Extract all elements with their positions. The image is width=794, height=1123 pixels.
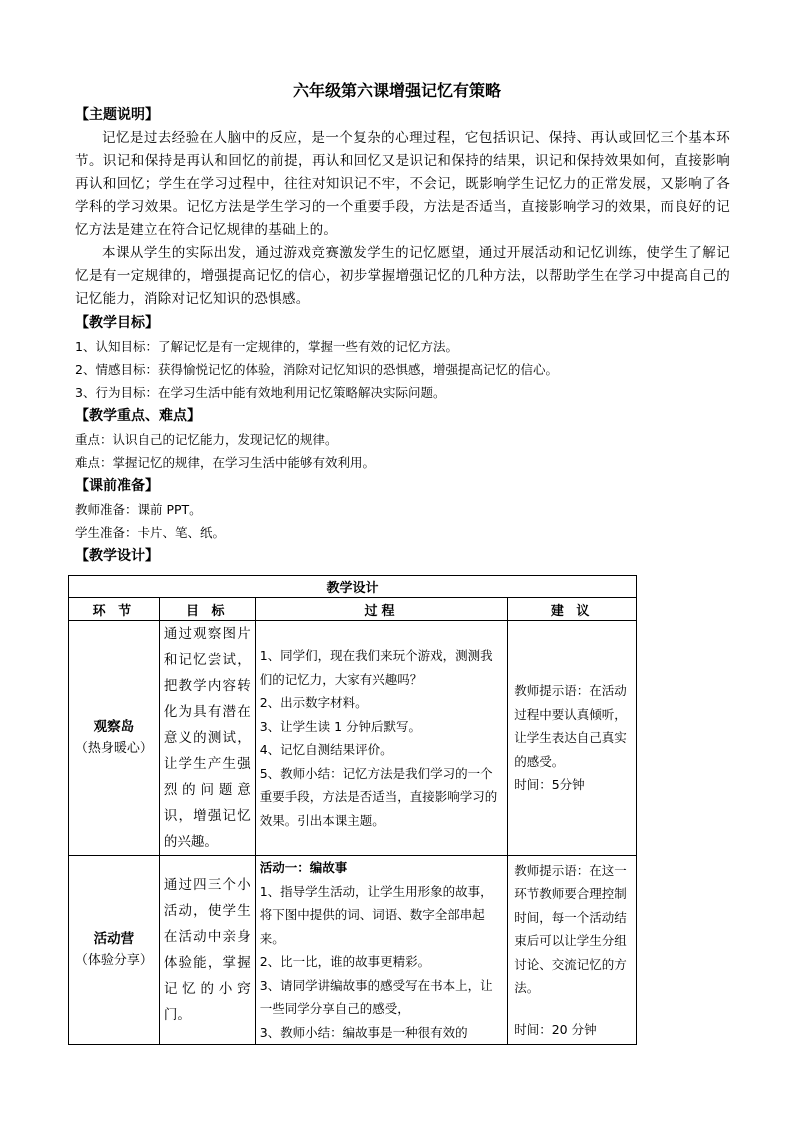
suggestion-text: 教师提示语：在活动过程中要认真倾听，让学生表达自己真实的感受。 [514,683,627,769]
suggestion-time: 时间：20 分钟 [514,1021,597,1037]
header-segment: 环 节 [69,598,160,621]
suggestion-text: 教师提示语：在这一环节教师要合理控制时间，每一个活动结束后可以让学生分组讨论、交流记忆的方法。 [514,862,627,996]
prep-heading: 【课前准备】 [75,478,159,494]
process-cell [255,621,507,856]
table-row [69,856,637,1045]
goal-cell: 通过四三个小活动，使学生在活动中亲身体验能，掌握记忆的小窍门。 [159,856,255,1045]
suggestion-time: 时间：5分钟 [514,777,585,793]
suggestion-cell [508,621,637,856]
document-body [75,103,730,568]
suggestion-cell [508,856,637,1045]
segment-cell [69,856,160,1045]
process-step: 2、比一比，谁的故事更精彩。 [259,954,431,969]
process-cell [255,856,507,1045]
segment-sub: （热身暖心） [74,741,153,756]
process-step: 4、记忆自测结果评价。 [259,742,393,757]
design-heading: 【教学设计】 [75,548,159,564]
goal-item: 3、行为目标：在学习生活中能有效地利用记忆策略解决实际问题。 [75,385,446,400]
process-step: 3、请同学讲编故事的感受写在书本上，让一些同学分享自己的感受， [259,977,493,1016]
process-step: 2、出示数字材料。 [259,695,368,710]
focus-heading: 【教学重点、难点】 [75,408,201,424]
segment-name: 观察岛 [93,719,135,735]
goal-item: 1、认知目标：了解记忆是有一定规律的，掌握一些有效的记忆方法。 [75,339,458,354]
topic-paragraph-1: 记忆是过去经验在人脑中的反应，是一个复杂的心理过程，它包括识记、保持、再认或回忆三个基本环节。识记和保持是再认和回忆的前提，再认和回忆又是识记和保持的结果，识记和保持效果如何，直接影响再认和回忆；学生在学习过程中，往往对知识记不牢，不会记，既影响学生记忆力的正常发展，又影响了各学科的学习效果。记忆方法是学生学习的一个重要手段，方法是否适当，直接影响学习的效果，而良好的记忆方法是建立在符合记忆规律的基础上的。 [75,130,730,238]
focus-item: 难点：掌握记忆的规律，在学习生活中能够有效利用。 [75,455,376,470]
table-header-row [69,598,637,621]
process-step: 1、同学们，现在我们来玩个游戏，测测我们的记忆力，大家有兴趣吗？ [259,648,493,687]
activity-title: 活动一：编故事 [259,860,348,875]
goal-item: 2、情感目标：获得愉悦记忆的体验，消除对记忆知识的恐惧感，增强提高记忆的信心。 [75,362,558,377]
process-step: 3、让学生读 1 分钟后默写。 [259,718,422,734]
segment-cell [69,621,160,856]
page-title: 六年级第六课增强记忆有策略 [292,81,501,100]
header-process: 过程 [255,598,507,621]
process-step: 1、指导学生活动，让学生用形象的故事，将下图中提供的词、词语、数字全部串起来。 [259,883,493,946]
topic-heading: 【主题说明】 [75,107,159,123]
table-caption: 教学设计 [69,576,637,598]
goal-cell: 通过观察图片和记忆尝试，把教学内容转化为具有潜在意义的测试，让学生产生强烈的问题意识，增强记忆的兴趣。 [159,621,255,856]
table-row [69,621,637,856]
segment-name: 活动营 [93,931,135,947]
prep-item: 学生准备：卡片、笔、纸。 [75,525,226,540]
topic-paragraph-2: 本课从学生的实际出发，通过游戏竞赛激发学生的记忆愿望，通过开展活动和记忆训练，使学生了解记忆是有一定规律的，增强提高记忆的信心，初步掌握增强记忆的几种方法，以帮助学生在学习中提高自己的记忆能力，消除对记忆知识的恐惧感。 [75,245,730,307]
focus-item: 重点：认识自己的记忆能力，发现记忆的规律。 [75,432,338,447]
segment-sub: （体验分享） [74,953,153,968]
teaching-design-table [68,575,637,1045]
header-goal: 目 标 [159,598,255,621]
goals-heading: 【教学目标】 [75,315,159,331]
process-step: 3、教师小结：编故事是一种很有效的 [259,1024,468,1040]
process-step: 5、教师小结：记忆方法是我们学习的一个重要手段，方法是否适当，直接影响学习的效果。引出本课主题。 [259,765,498,828]
header-suggestion: 建 议 [508,598,637,621]
prep-item: 教师准备：课前 PPT。 [75,502,202,517]
